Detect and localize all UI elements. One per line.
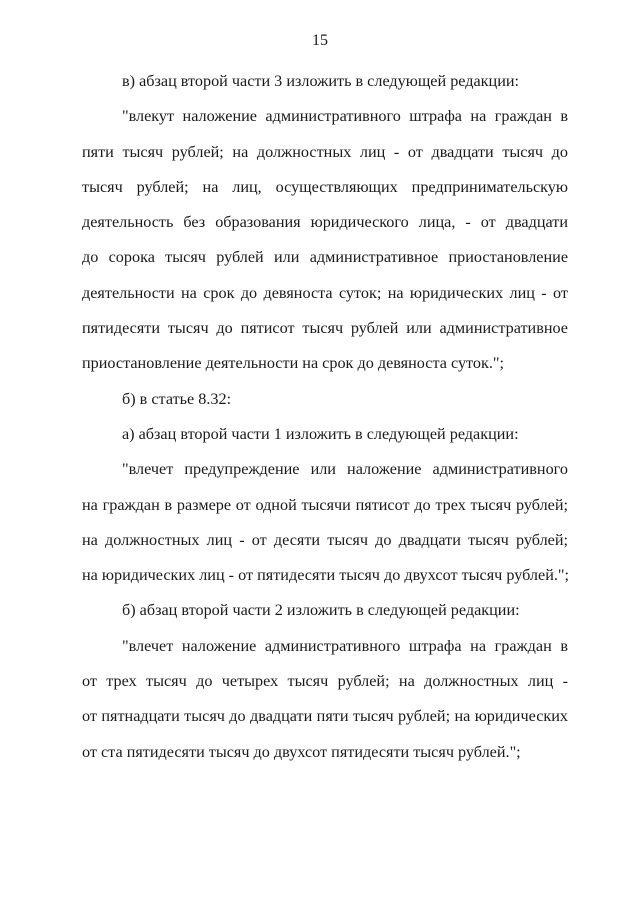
text-line: деятельности на срок до девяноста суток; на юридических лиц - от xyxy=(82,283,568,302)
text-line: тысяч рублей; на лиц, осуществляющих предпринимательскую xyxy=(82,177,568,196)
text-line: на должностных лиц - от десяти тысяч до двадцати тысяч рублей; xyxy=(82,530,568,549)
text-line: пятидесяти тысяч до пятисот тысяч рублей или административное xyxy=(82,319,568,338)
text-line: на юридических лиц - от пятидесяти тысяч до двухсот тысяч рублей."; xyxy=(82,566,570,585)
text-line: на граждан в размере от одной тысячи пятисот до трех тысяч рублей; xyxy=(82,495,568,514)
text-line: б) в статье 8.32: xyxy=(122,389,232,408)
document-body xyxy=(82,64,568,770)
text-line: от трех тысяч до четырех тысяч рублей; на должностных лиц - xyxy=(82,672,568,691)
page-number: 15 xyxy=(312,32,328,49)
text-line: в) абзац второй части 3 изложить в следующей редакции: xyxy=(122,72,520,90)
text-line: "влечет предупреждение или наложение административного xyxy=(122,460,568,479)
text-line: от ста пятидесяти тысяч до двухсот пятидесяти тысяч рублей."; xyxy=(82,742,521,761)
text-line: пяти тысяч рублей; на должностных лиц - от двадцати тысяч до xyxy=(82,142,568,161)
text-line: до сорока тысяч рублей или административное приостановление xyxy=(82,248,568,267)
text-line: "влечет наложение административного штрафа на граждан в xyxy=(122,636,568,655)
text-line: приостановление деятельности на срок до девяноста суток."; xyxy=(82,354,505,373)
text-line: от пятнадцати тысяч до двадцати пяти тысяч рублей; на юридических xyxy=(82,707,568,726)
text-line: деятельность без образования юридического лица, - от двадцати xyxy=(82,213,568,232)
text-line: а) абзац второй части 1 изложить в следующей редакции: xyxy=(122,424,519,443)
text-line: б) абзац второй части 2 изложить в следующей редакции: xyxy=(122,601,520,620)
text-line: "влекут наложение административного штрафа на граждан в xyxy=(122,107,568,126)
